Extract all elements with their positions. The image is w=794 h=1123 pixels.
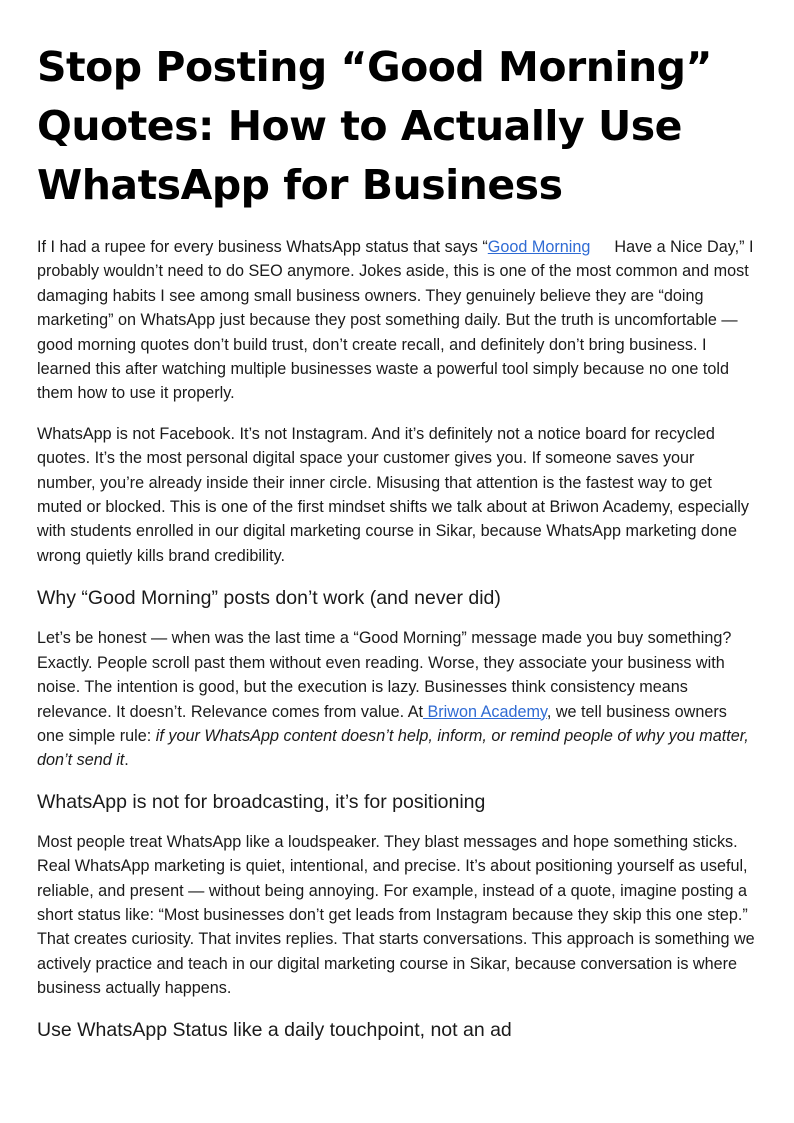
intro-text-start: If I had a rupee for every business WhatsApp status that says “ [37,238,488,256]
intro-text-end: Have a Nice Day,” I probably wouldn’t need to do SEO anymore. Jokes aside, this is one of the most common and most damaging habits I see among small business owners. They genuinely believe they are “doing marketing” on WhatsApp just because they post something daily. But the truth is uncomfortable — good morning quotes don’t build trust, don’t create recall, and definitely don’t bring business. I learned this after watching multiple businesses waste a powerful tool simply because no one told them how to use it properly. [37,238,754,403]
briwon-academy-link[interactable]: Briwon Academy [423,702,547,721]
honest-text-end: . [124,751,129,770]
heading-positioning: WhatsApp is not for broadcasting, it’s for positioning [37,790,486,813]
article-title: Stop Posting “Good Morning” Quotes: How to Actually Use WhatsApp for Business [37,43,712,209]
good-morning-link[interactable]: Good Morning [487,238,591,256]
whatsapp-paragraph: WhatsApp is not Facebook. It’s not Instagram. And it’s definitely not a notice board for recycled quotes. It’s the most personal digital space your customer gives you. If someone saves your number, you’re already inside their inner circle. Misusing that attention is the fastest way to get muted or blocked. This is one of the first mindset shifts we talk about at Briwon Academy, especially with students enrolled in our digital marketing course in Sikar, because WhatsApp marketing done wrong quietly kills brand credibility. [37,424,749,565]
honest-paragraph [37,626,756,772]
heading-why-good-morning: Why “Good Morning” posts don’t work (and never did) [37,587,501,610]
honest-text-middle: , we tell business owners one simple rule: [37,702,727,745]
honest-text-start: Let’s be honest — when was the last time a “Good Morning” message made you buy something? Exactly. People scroll past them without even reading. Worse, they associate your business with noise. The intention is good, but the execution is lazy. Businesses think consistency means relevance. It doesn’t. Relevance comes from value. At [37,629,732,721]
loudspeaker-paragraph: Most people treat WhatsApp like a loudspeaker. They blast messages and hope something sticks. Real WhatsApp marketing is quiet, intentional, and precise. It’s about positioning yourself as useful, reliable, and present — without being annoying. For example, instead of a quote, imagine posting a short status like: “Most businesses don’t get leads from Instagram because they skip this one step.” That creates curiosity. That invites replies. That starts conversations. This approach is something we actively practice and teach in our digital marketing course in Sikar, because conversation is where business actually happens. [37,832,755,998]
intro-paragraph [37,235,756,406]
heading-status-touchpoint: Use WhatsApp Status like a daily touchpoint, not an ad [37,1018,512,1041]
rule-italic-text: if your WhatsApp content doesn’t help, inform, or remind people of why you matter, don’t send it [37,726,749,770]
